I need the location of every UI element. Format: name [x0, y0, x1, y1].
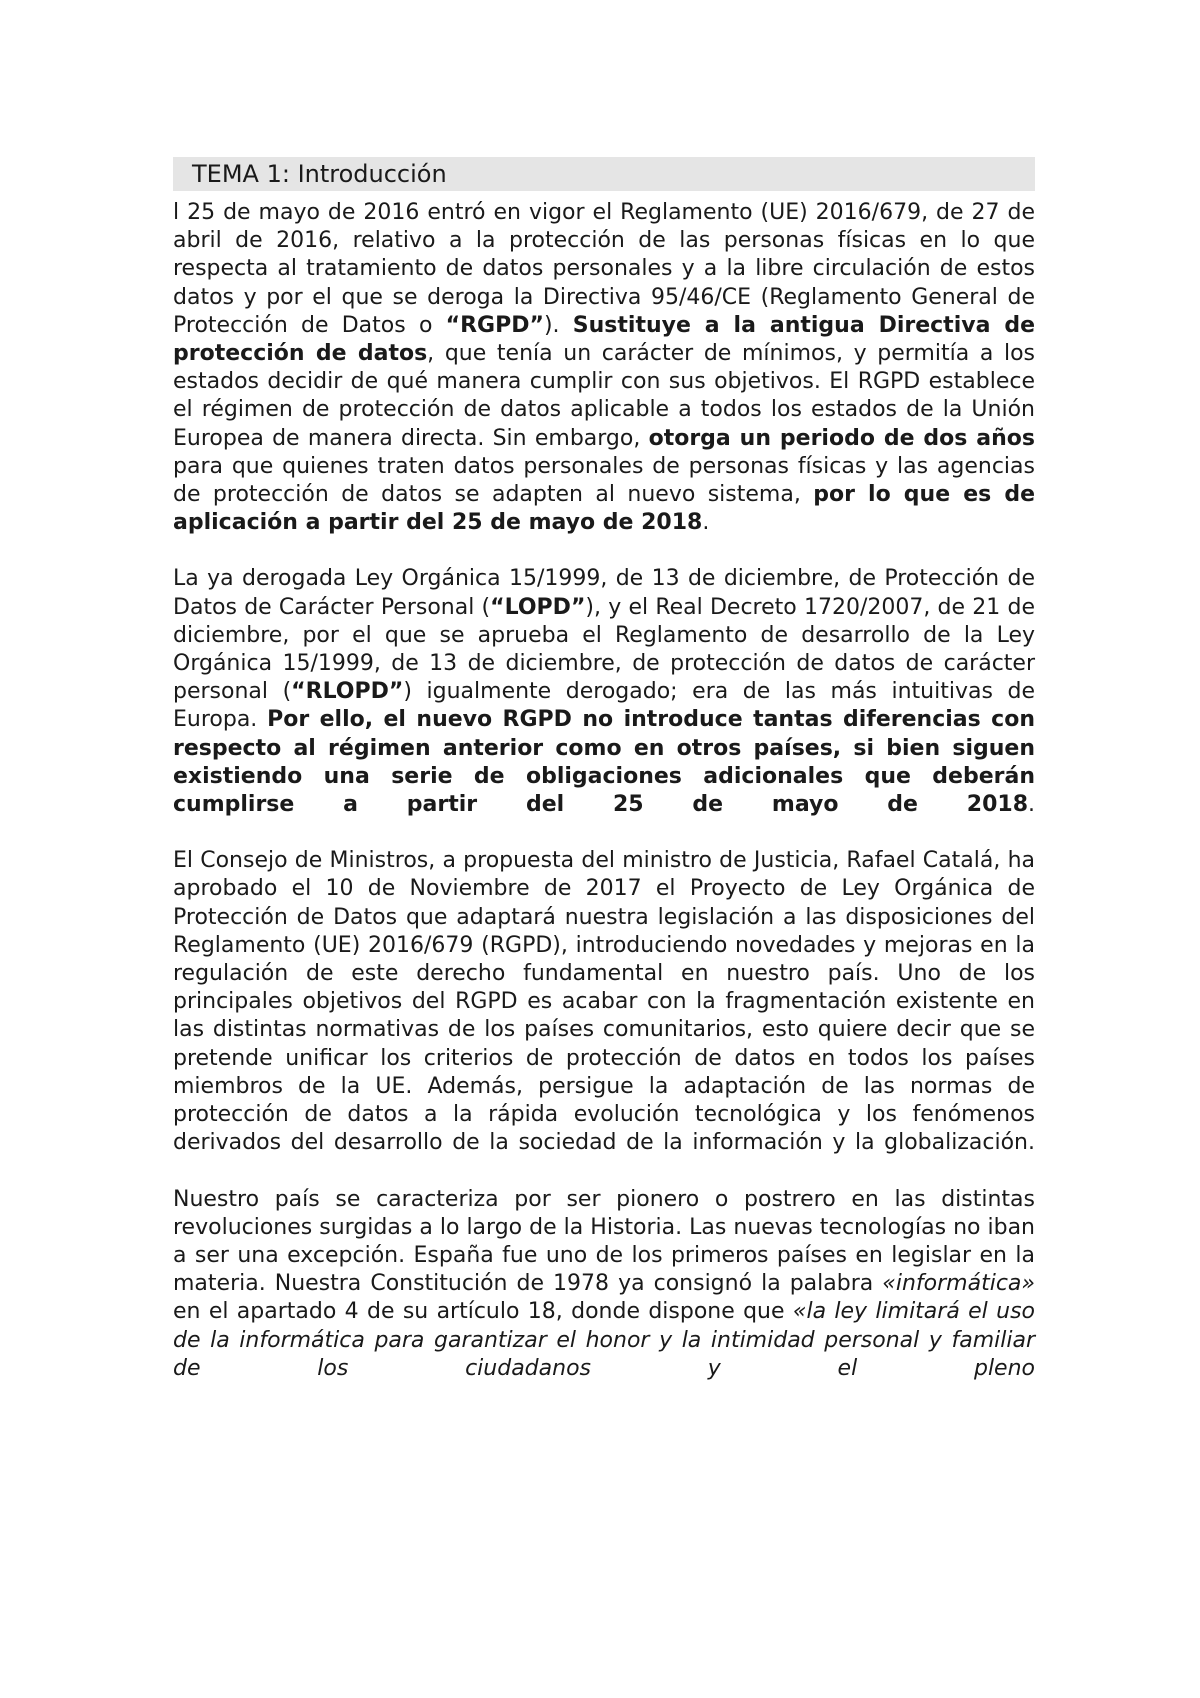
- emphasis-text: Sustituye a la antigua Directiva de protección de datos: [173, 312, 1036, 367]
- paragraph-1: [173, 199, 1035, 537]
- body-text: ).: [543, 312, 573, 338]
- emphasis-text: “RGPD”: [445, 312, 544, 338]
- emphasis-text: «la ley limitará el uso de la informática para garantizar el honor y la intimidad personal y familiar de los ciudadanos y el pleno: [173, 1299, 1035, 1381]
- body-text: para que quienes traten datos personales de personas físicas y las agencias de protección de datos se adapten al nuevo sistema,: [173, 453, 1035, 508]
- emphasis-text: “RLOPD”: [291, 679, 404, 705]
- section-heading: TEMA 1: Introducción: [173, 157, 1035, 191]
- body-text: ), y el Real Decreto 1720/2007, de 21 de diciembre, por el que se aprueba el Reglamento de desarrollo de la Ley Orgánica 15/1999, de 13 de diciembre, de protección de datos de carácter personal (: [173, 594, 1036, 705]
- emphasis-text: por lo que es de aplicación a partir del 25 de mayo de 2018: [173, 482, 1035, 536]
- body-text: l 25 de mayo de 2016 entró en vigor el Reglamento (UE) 2016/679, de 27 de abril de 2016, relativo a la protección de las personas físicas en lo que respecta al tratamiento de datos personales y a la libre circulación de estos datos y por el que se deroga la Directiva 95/46/CE (Reglamento General de Protección de Datos o: [173, 200, 1035, 338]
- paragraph-2: [173, 565, 1035, 819]
- emphasis-text: otorga un periodo de dos años: [648, 425, 1035, 451]
- body-text: La ya derogada Ley Orgánica 15/1999, de 13 de diciembre, de Protección de Datos de Carácter Personal (: [173, 566, 1035, 620]
- emphasis-text: «informática»: [882, 1271, 1035, 1297]
- body-text: .: [702, 510, 710, 536]
- body-text: .: [1028, 792, 1035, 818]
- paragraph-3: El Consejo de Ministros, a propuesta del ministro de Justicia, Rafael Catalá, ha aprobado el 10 de Noviembre de 2017 el Proyecto de Ley Orgánica de Protección de Datos que adaptará nuestra legislación a las disposiciones del Reglamento (UE) 2016/679 (RGPD), introduciendo novedades y mejoras en la regulación de este derecho fundamental en nuestro país. Uno de los principales objetivos del RGPD es acabar con la fragmentación existente en las distintas normativas de los países comunitarios, esto quiere decir que se pretende unificar los criterios de protección de datos en todos los países miembros de la UE. Además, persigue la adaptación de las normas de protección de datos a la rápida evolución tecnológica y los fenómenos derivados del desarrollo de la sociedad de la información y la globalización.: [173, 848, 1035, 1156]
- emphasis-text: “LOPD”: [490, 594, 586, 620]
- paragraph-4: [173, 1186, 1035, 1383]
- body-text: Nuestro país se caracteriza por ser pionero o postrero en las distintas revoluciones surgidas a lo largo de la Historia. Las nuevas tecnologías no iban a ser una excepción. España fue uno de los primeros países en legislar en la materia. Nuestra Constitución de 1978 ya consignó la palabra: [173, 1186, 1035, 1297]
- body-text: en el apartado 4 de su artículo 18, donde dispone que: [173, 1299, 793, 1325]
- body-text: ) igualmente derogado; era de las más intuitivas de Europa.: [173, 679, 1035, 733]
- emphasis-text: Por ello, el nuevo RGPD no introduce tantas diferencias con respecto al régimen anterior como en otros países, si bien siguen existiendo una serie de obligaciones adicionales que deberán cumplirse a partir del 25 de mayo de 2018: [173, 707, 1035, 818]
- document-page: [173, 157, 1035, 1383]
- body-text: , que tenía un carácter de mínimos, y permitía a los estados decidir de qué manera cumplir con sus objetivos. El RGPD establece el régimen de protección de datos aplicable a todos los estados de la Unión Europea de manera directa. Sin embargo,: [173, 341, 1035, 451]
